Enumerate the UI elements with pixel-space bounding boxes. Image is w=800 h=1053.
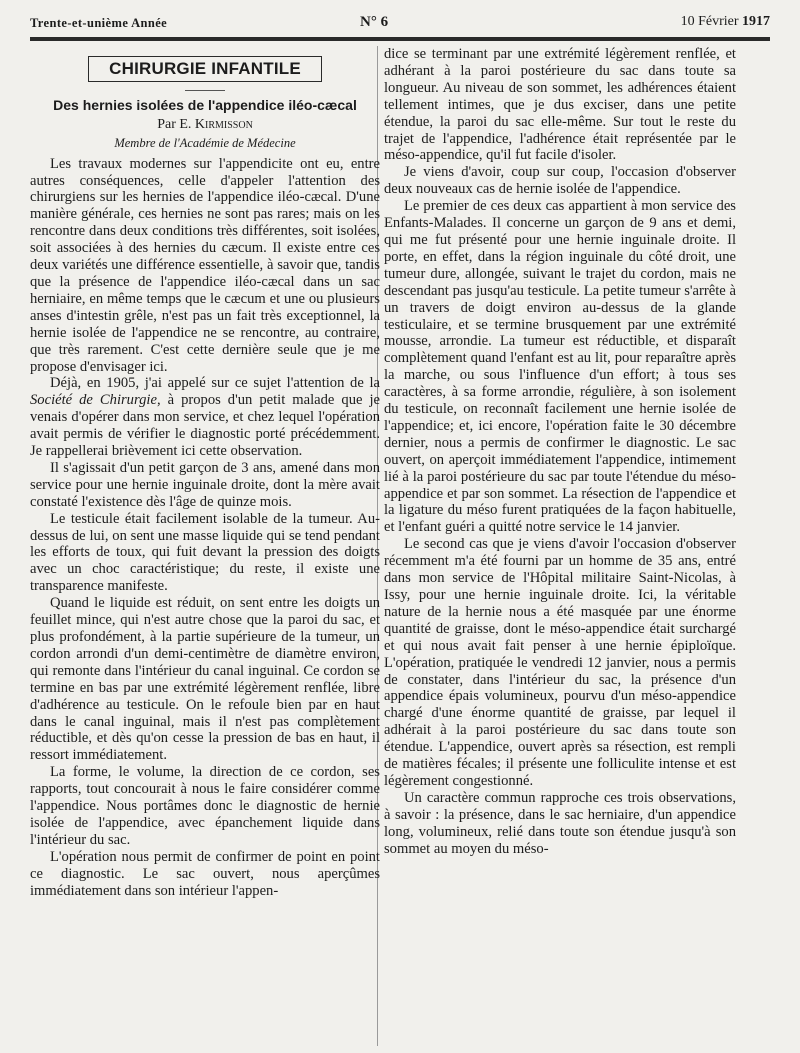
- paragraph: Les travaux modernes sur l'appendicite ont eu, entre autres conséquences, celle d'appeler l'attention des chirurgiens sur les hernies de l'appendice iléo-cæcal. D'une manière générale, ces hernies ne sont pas rares; mais on les rencontre dans deux conditions très différentes, soit isolées, soit associées à des hernies du cæcum. Il existe entre ces deux variétés une différence essentielle, à savoir que, tandis que la présence de l'appendice iléo-cæcal dans un sac herniaire, en même temps que le cæcum et une ou plusieurs anses d'intestin grêle, n'est pas un fait très exceptionnel, la hernie isolée de l'appendice ne se rencontre, au contraire, que très rarement. C'est cette dernière seule que je me propose d'envisager ici.: [30, 155, 380, 375]
- paragraph: Je viens d'avoir, coup sur coup, l'occasion d'observer deux nouveaux cas de hernie isolée de l'appendice.: [384, 164, 736, 198]
- section-heading: CHIRURGIE INFANTILE: [88, 56, 322, 82]
- paragraph-text: , à propos d'un petit malade que je venais d'opérer dans mon service, et chez lequel l'opération avait permis de vérifier le diagnostic porté précédemment. Je rappellerai brièvement ici cette observation.: [30, 392, 381, 460]
- paragraph: Le testicule était facilement isolable de la tumeur. Au-dessus de lui, on sent une masse liquide qui se tend pendant les efforts de toux, qui fuit devant la pression des doigts avec un choc caractéristique; du reste, il existe une transparence manifeste.: [30, 510, 380, 595]
- byline: [30, 117, 380, 134]
- paragraph-continued: dice se terminant par une extrémité légèrement renflée, et adhérant à la paroi postérieure du sac dans toute sa longueur. Au niveau de son sommet, les adhérences étaient tellement intimes, que je dus exciser, dans une petite étendue, la paroi du sac elle-même. Sur tout le reste du trajet de l'appendice, l'adhérence était représentée par le méso-appendice, qu'il fut facile d'isoler.: [384, 46, 736, 164]
- header-date-daymonth: 10 Février: [680, 14, 742, 29]
- paragraph: Le premier de ces deux cas appartient à mon service des Enfants-Malades. Il concerne un garçon de 9 ans et demi, qui me fut présenté pour une hernie inguinale droite. Il porte, en effet, dans la région inguinale du côté droit, une tumeur dure, allongée, suivant le trajet du cordon, mais ne descendant pas jusqu'au testicule. La petite tumeur s'arrête à un travers de doigt environ au-dessus de la glande testiculaire, et se termine brusquement par une extrémité mousse, arrondie. La tumeur est réductible, et disparaît complètement quand l'enfant est au lit, pour reparaître après la marche, ou sous l'influence d'un effort; à tous ses caractères, à sa forme arrondie, régulière, à son isolement du testicule, on reconnaît facilement une hernie isolée de l'appendice; et, ici encore, l'opération faite le 30 décembre dernier, nous a permis de confirmer le diagnostic. Le sac ouvert, on aperçoit immédiatement l'appendice, intimement lié à la paroi postérieure du sac par toute l'étendue du méso-appendice et par son sommet. La résection de l'appendice et la ligature du méso furent pratiquées de la façon habituelle, et l'enfant guéri a quitté notre service le 14 janvier.: [384, 198, 736, 536]
- paragraph: La forme, le volume, la direction de ce cordon, ses rapports, tout concourait à nous le faire considérer comme l'appendice. Nous portâmes donc le diagnostic de hernie isolée de l'appendice, avec épanchement liquide dans l'intérieur du sac.: [30, 764, 380, 848]
- left-column: [30, 46, 380, 900]
- header-volume: Trente-et-unième Année: [30, 16, 168, 30]
- byline-prefix: Par E.: [157, 116, 195, 132]
- section-rule: [185, 90, 225, 91]
- author-name: Kirmisson: [194, 116, 253, 132]
- paragraph: Un caractère commun rapproche ces trois observations, à savoir : la présence, dans le sac herniaire, d'un appendice long, volumineux, relié dans toute son étendue jusqu'à son sommet au moyen du méso-: [384, 789, 736, 857]
- article-title: Des hernies isolées de l'appendice iléo-cæcal: [53, 96, 357, 113]
- paragraph: Quand le liquide est réduit, on sent entre les doigts un feuillet mince, qui n'est autre chose que la paroi du sac, et plus profondément, à la partie supérieure de la tumeur, un cordon arrondi d'un demi-centimètre de diamètre environ, qui remonte dans l'intérieur du canal inguinal. Ce cordon se termine en bas par une extrémité légèrement renflée, libre d'adhérence au testicule. On le refoule bien par en haut dans le canal inguinal, mais il n'est pas complètement réductible, et dès qu'on cesse la pression de bas en haut, il ressort immédiatement.: [30, 595, 380, 764]
- paragraph-text: Déjà, en 1905, j'ai appelé sur ce sujet l'attention de la: [50, 375, 380, 392]
- right-column: [384, 46, 736, 858]
- author-affiliation: Membre de l'Académie de Médecine: [114, 135, 296, 150]
- page-header: [30, 12, 770, 34]
- paragraph: Le second cas que je viens d'avoir l'occasion d'observer récemment m'a été fourni par un homme de 35 ans, entré dans mon service de l'Hôpital militaire Saint-Nicolas, à Issy, pour une hernie inguinale droite. Ici, la véritable nature de la hernie nous a été masquée par une énorme quantité de graisse, dont le méso-appendice était surchargé et qui nous avait fait penser à une hernie épiploïque. L'opération, pratiquée le vendredi 12 janvier, nous a permis de constater, dans l'intérieur du sac, la présence d'un appendice épais volumineux, pourvu d'un méso-appendice chargé d'une énorme quantité de graisse, par lequel il adhérait à la paroi postérieure du sac dans toute son étendue. L'appendice, ouvert après sa résection, est rempli de matières fécales; il présente une folliculite intense et est légèrement congestionné.: [384, 536, 736, 789]
- paragraph: L'opération nous permit de confirmer de point en point ce diagnostic. Le sac ouvert, nous aperçûmes immédiatement dans son intérieur l'appen-: [30, 848, 380, 899]
- society-name: Société de Chirurgie: [30, 392, 157, 409]
- header-issue-number: N° 6: [360, 14, 389, 30]
- header-date: [681, 14, 770, 30]
- paragraph: Il s'agissait d'un petit garçon de 3 ans, amené dans mon service pour une hernie inguinale droite, dont la mère avait constaté l'existence dès l'âge de quinze mois.: [30, 459, 380, 510]
- header-date-year: 1917: [742, 14, 770, 29]
- paragraph: [30, 375, 380, 460]
- header-rule: [30, 37, 770, 41]
